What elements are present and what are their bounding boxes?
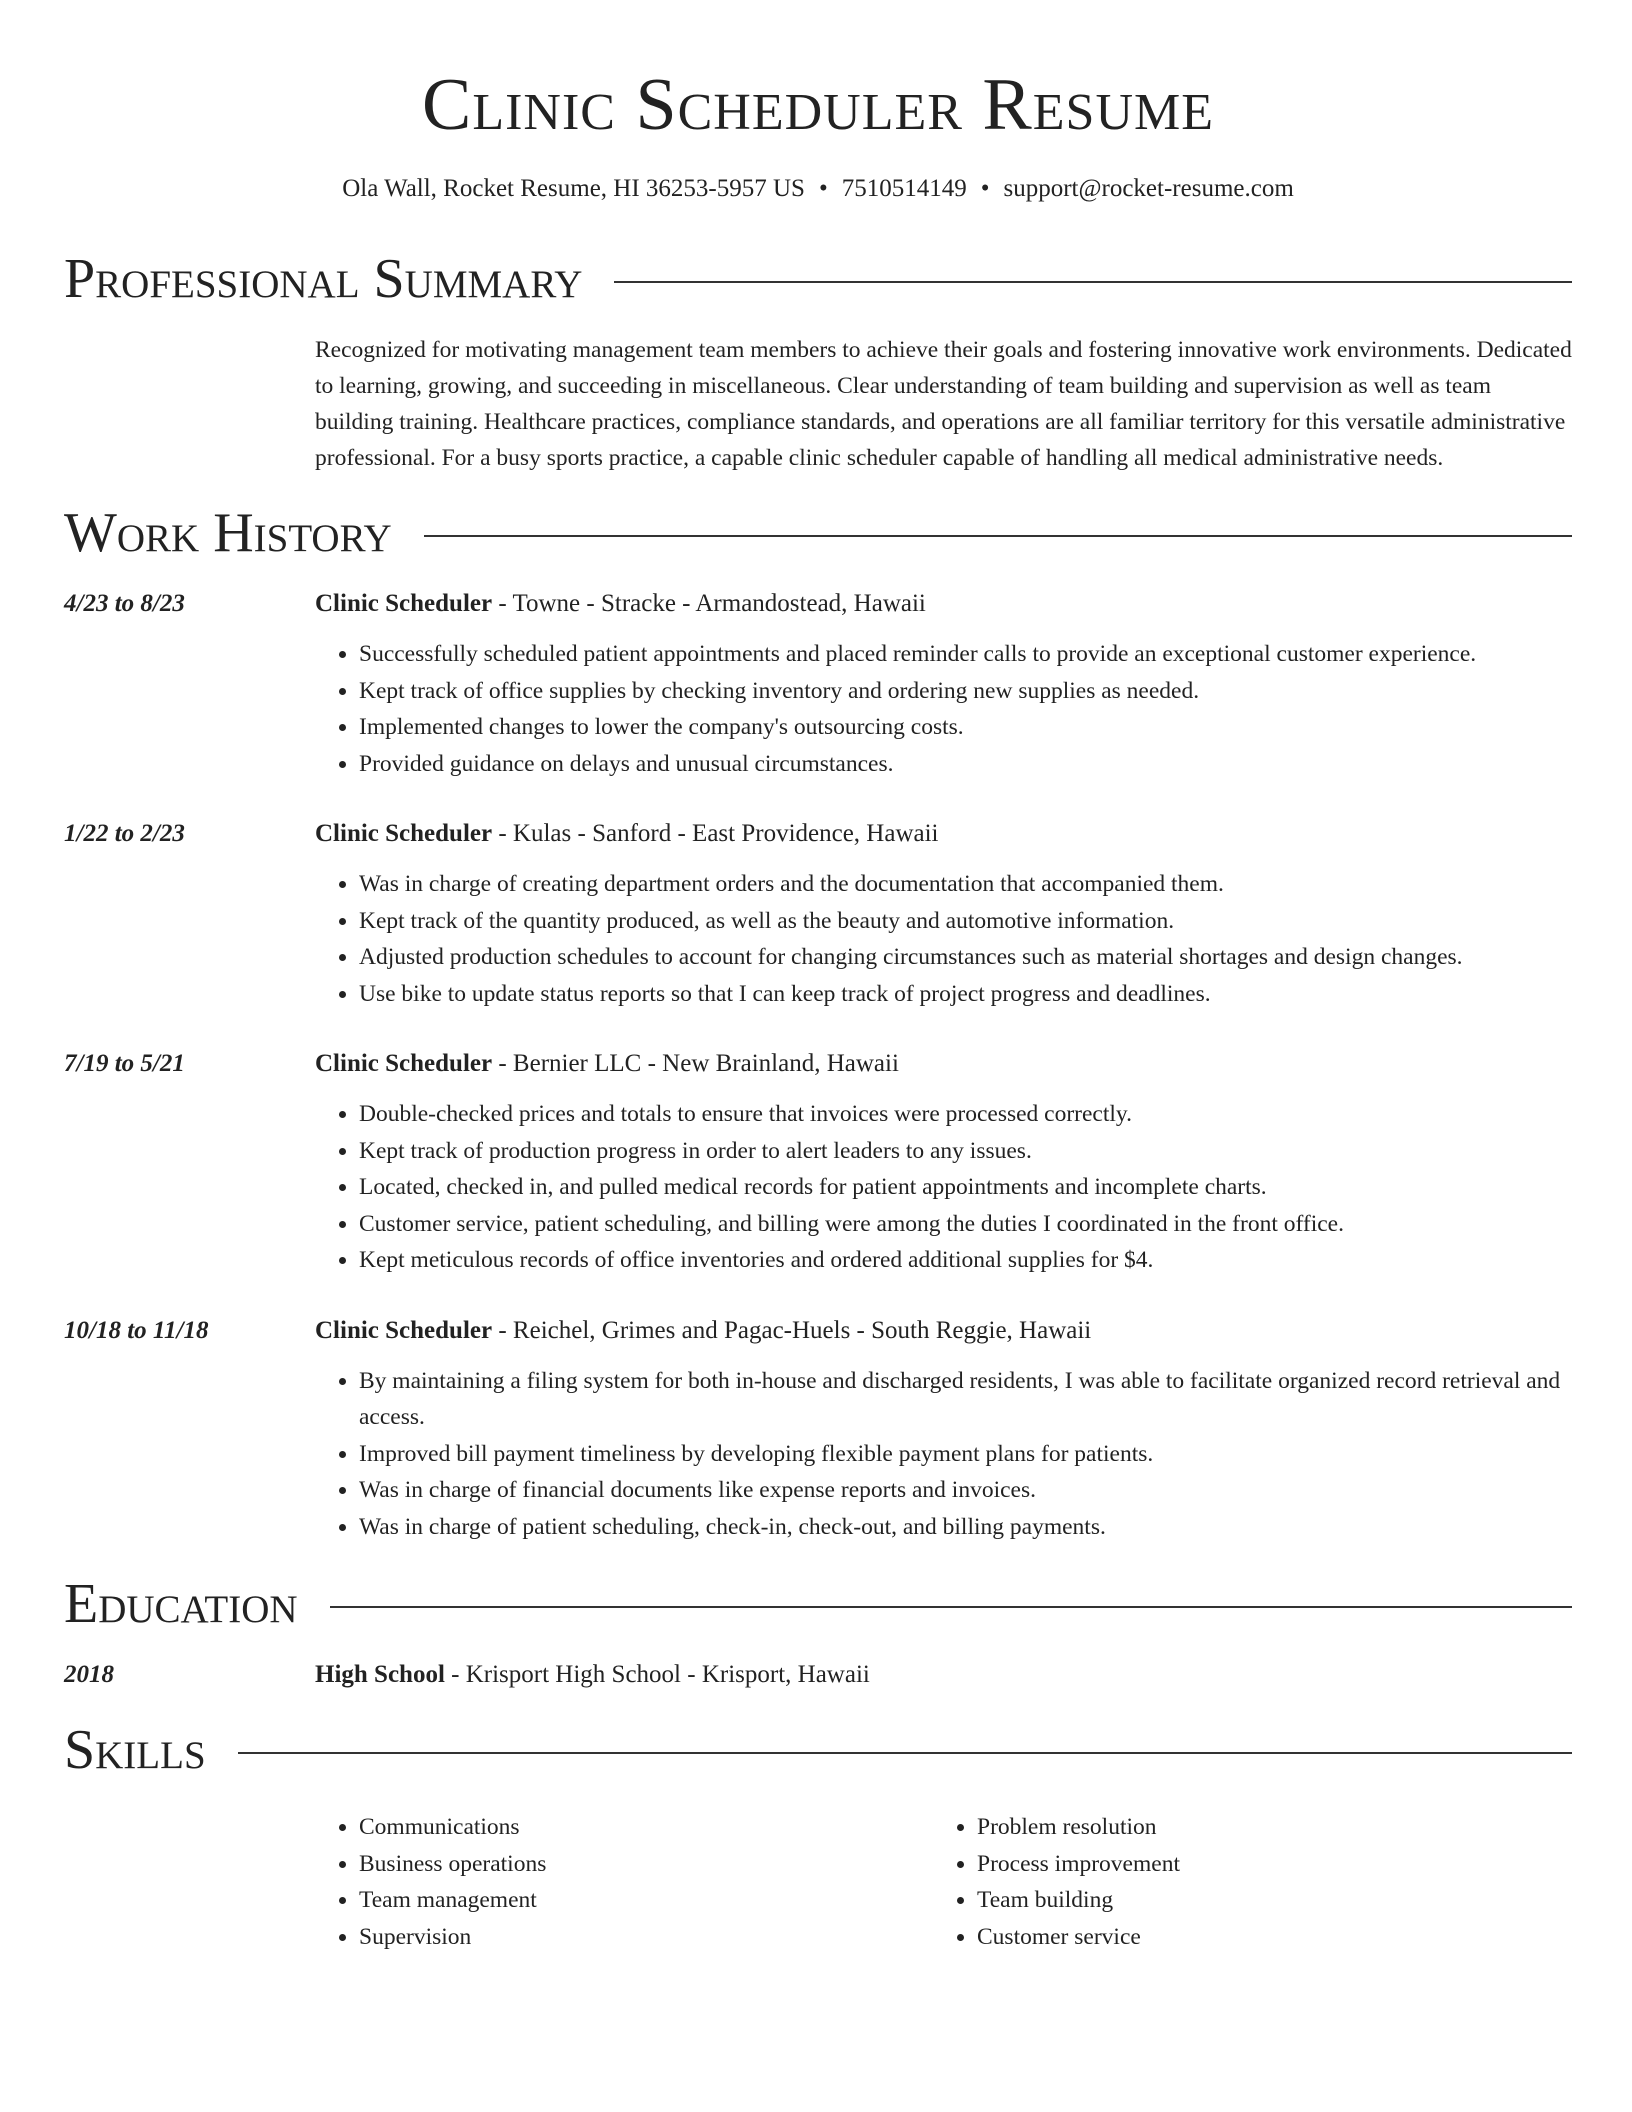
list-item: • Process improvement	[977, 1846, 1180, 1883]
job-employer: - Reichel, Grimes and Pagac-Huels - South Reggie, Hawaii	[492, 1316, 1092, 1344]
job-heading	[315, 816, 1572, 852]
list-item: • Implemented changes to lower the company's outsourcing costs.	[359, 709, 1572, 746]
contact-phone: 7510514149	[841, 175, 967, 202]
education-year: 2018	[64, 1661, 114, 1688]
job-entry	[64, 1046, 1572, 1279]
job-title: Clinic Scheduler	[315, 820, 493, 847]
job-body	[315, 1046, 1572, 1279]
contact-line	[64, 172, 1572, 206]
list-item: • Was in charge of financial documents like expense reports and invoices.	[359, 1472, 1572, 1509]
job-title: Clinic Scheduler	[315, 590, 493, 617]
job-heading	[315, 586, 1572, 622]
list-item: • Problem resolution	[977, 1809, 1180, 1846]
job-dates: 10/18 to 11/18	[64, 1316, 209, 1344]
section-title-education: Education	[64, 1573, 298, 1635]
education-heading	[315, 1657, 870, 1693]
job-body	[315, 816, 1572, 1012]
section-divider	[424, 535, 1572, 537]
section-header-skills	[64, 1717, 1572, 1783]
list-item: • Team management	[359, 1882, 933, 1919]
section-title-summary: Professional Summary	[64, 248, 583, 310]
list-item: • Use bike to update status reports so that I can keep track of project progress and deadlines.	[359, 976, 1572, 1013]
job-employer: - Kulas - Sanford - East Providence, Hawaii	[492, 820, 939, 847]
job-bullets	[315, 1363, 1572, 1546]
job-dates: 7/19 to 5/21	[64, 1050, 185, 1077]
contact-address: Ola Wall, Rocket Resume, HI 36253-5957 US	[342, 175, 805, 202]
summary-text: Recognized for motivating management team members to achieve their goals and fostering innovative work environments. Dedicated to learning, growing, and succeeding in miscellaneous. Clear understanding of team building and supervision as well as team building training. Healthcare practices, compliance standards, and operations are all familiar territory for this versatile administrative professional. For a busy sports practice, a capable clinic scheduler capable of handling all medical administrative needs.	[315, 337, 1572, 471]
job-body	[315, 1313, 1572, 1546]
list-item: • Adjusted production schedules to account for changing circumstances such as material shortages and design changes.	[359, 939, 1572, 976]
job-title: Clinic Scheduler	[315, 1050, 493, 1077]
section-title-skills: Skills	[64, 1719, 206, 1781]
section-divider	[614, 281, 1572, 283]
list-item: • By maintaining a filing system for both in-house and discharged residents, I was able to facilitate organized record retrieval and access.	[359, 1363, 1572, 1436]
work-history-list	[64, 586, 1572, 1545]
list-item: • Improved bill payment timeliness by developing flexible payment plans for patients.	[359, 1436, 1572, 1473]
skills-list	[315, 1809, 1572, 1955]
job-entry	[64, 1313, 1572, 1546]
list-item: • Successfully scheduled patient appointments and placed reminder calls to provide an exceptional customer experience.	[359, 636, 1572, 673]
list-item: • Was in charge of patient scheduling, check-in, check-out, and billing payments.	[359, 1509, 1572, 1546]
job-entry	[64, 586, 1572, 782]
contact-email: support@rocket-resume.com	[1003, 175, 1294, 202]
resume-title: Clinic Scheduler Resume	[421, 64, 1215, 146]
list-item: • Business operations	[359, 1846, 933, 1883]
job-bullets	[315, 866, 1572, 1012]
resume-page	[64, 0, 1572, 1955]
list-item: • Provided guidance on delays and unusual circumstances.	[359, 746, 1572, 783]
contact-separator: •	[818, 175, 828, 202]
job-dates: 1/22 to 2/23	[64, 820, 185, 847]
job-dates: 4/23 to 8/23	[64, 590, 185, 617]
education-degree: High School	[315, 1661, 445, 1688]
section-header-work-history	[64, 500, 1572, 566]
list-item: • Team building	[977, 1882, 1180, 1919]
section-divider	[330, 1606, 1572, 1608]
job-title: Clinic Scheduler	[315, 1316, 493, 1344]
education-school: - Krisport High School - Krisport, Hawaii	[444, 1661, 870, 1688]
list-item: • Located, checked in, and pulled medical records for patient appointments and incomplete charts.	[359, 1169, 1572, 1206]
list-item: • Was in charge of creating department orders and the documentation that accompanied them.	[359, 866, 1572, 903]
job-body	[315, 586, 1572, 782]
job-bullets	[315, 636, 1572, 782]
section-title-work-history: Work History	[64, 502, 392, 564]
section-header-summary	[64, 246, 1572, 312]
list-item: • Double-checked prices and totals to ensure that invoices were processed correctly.	[359, 1096, 1572, 1133]
job-employer: - Bernier LLC - New Brainland, Hawaii	[492, 1050, 899, 1077]
job-entry	[64, 816, 1572, 1012]
list-item: • Kept track of production progress in order to alert leaders to any issues.	[359, 1133, 1572, 1170]
skills-column-2	[933, 1809, 1180, 1955]
contact-separator: •	[980, 175, 990, 202]
list-item: • Kept meticulous records of office inventories and ordered additional supplies for $4.	[359, 1242, 1572, 1279]
list-item: • Kept track of office supplies by checking inventory and ordering new supplies as needed.	[359, 673, 1572, 710]
education-entry	[64, 1657, 1572, 1693]
job-employer: - Towne - Stracke - Armandostead, Hawaii	[492, 590, 926, 617]
job-bullets	[315, 1096, 1572, 1279]
list-item: • Communications	[359, 1809, 933, 1846]
job-heading	[315, 1313, 1572, 1349]
list-item: • Kept track of the quantity produced, as well as the beauty and automotive information.	[359, 903, 1572, 940]
job-heading	[315, 1046, 1572, 1082]
list-item: • Supervision	[359, 1919, 933, 1956]
section-header-education	[64, 1571, 1572, 1637]
list-item: • Customer service, patient scheduling, and billing were among the duties I coordinated in the front office.	[359, 1206, 1572, 1243]
section-divider	[238, 1752, 1572, 1754]
list-item: • Customer service	[977, 1919, 1180, 1956]
skills-column-1	[315, 1809, 933, 1955]
